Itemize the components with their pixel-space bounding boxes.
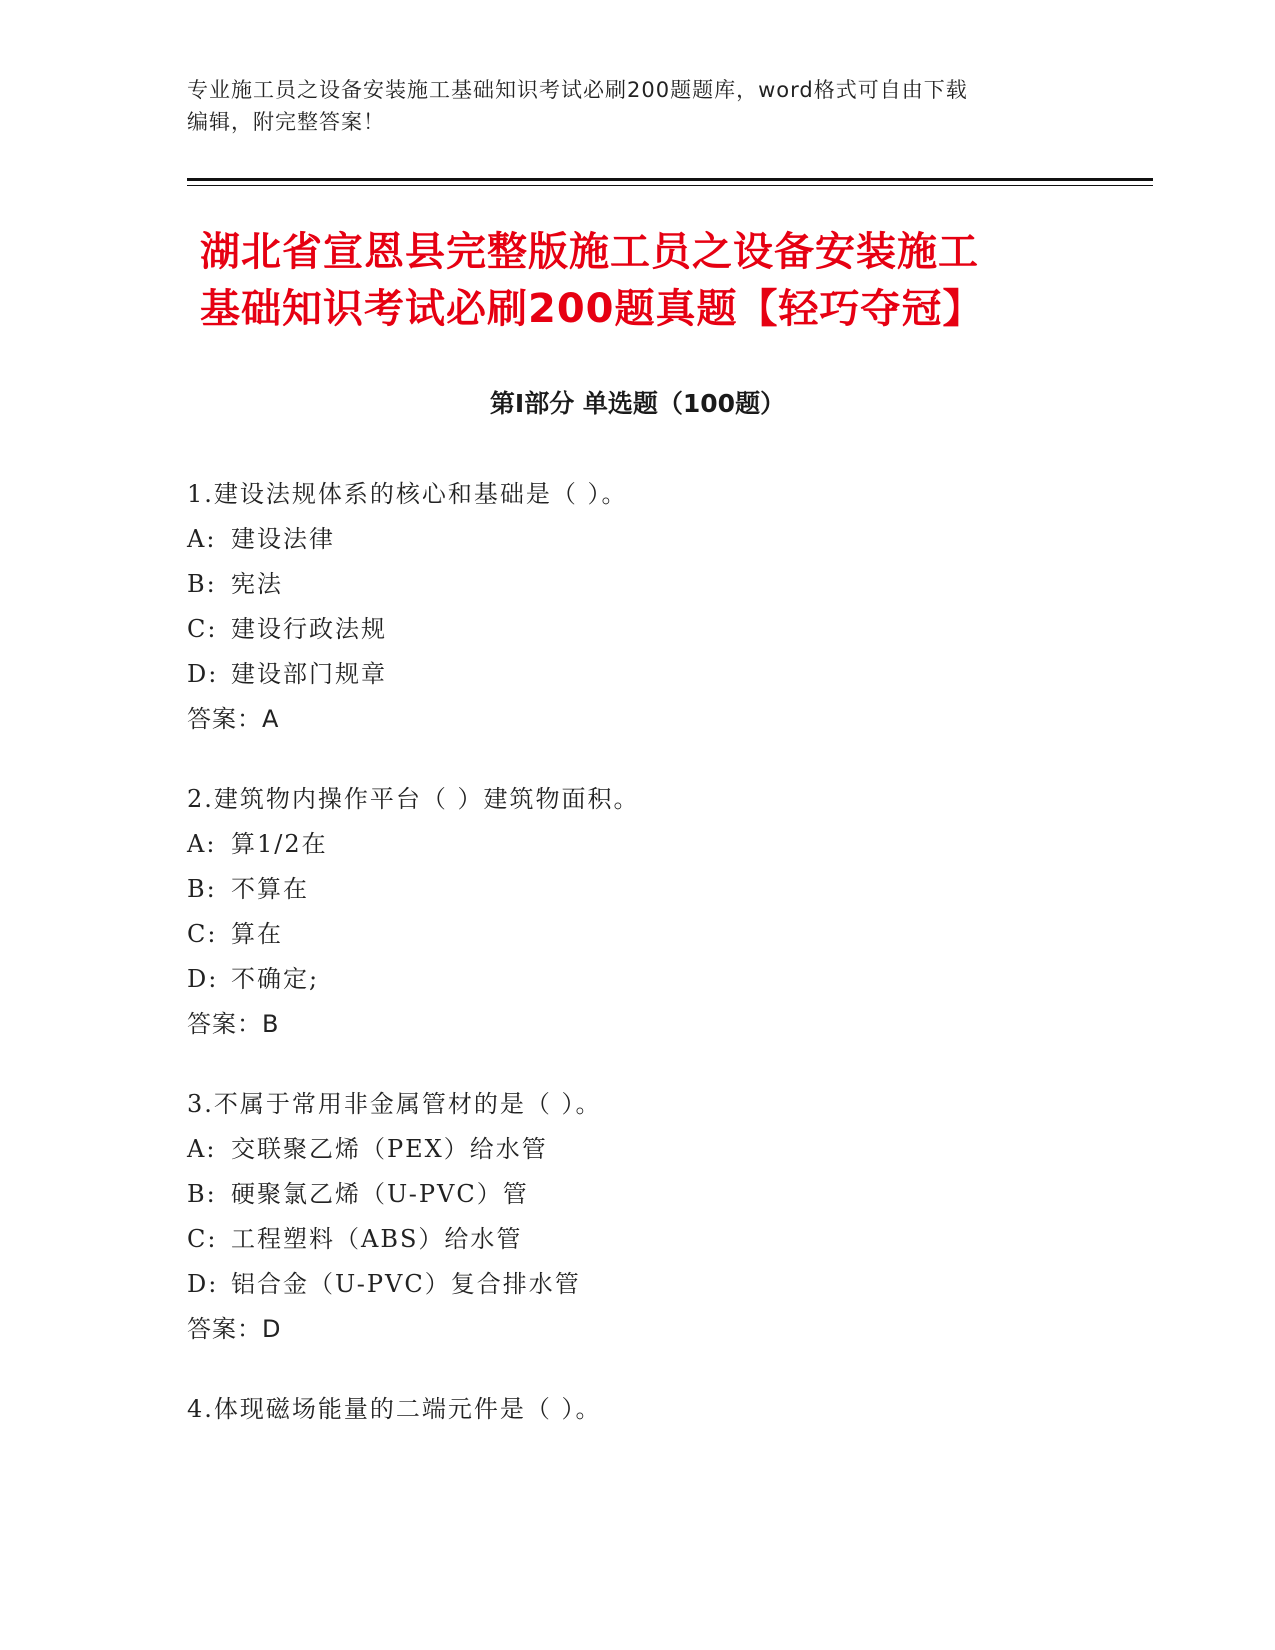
option-text: 建设部门规章	[231, 660, 387, 688]
header-note-line-1: 专业施工员之设备安装施工基础知识考试必刷200题题库，word格式可自由下载	[187, 78, 968, 102]
header-note-line-2: 编辑，附完整答案！	[187, 110, 385, 134]
header-divider-thin	[187, 185, 1153, 186]
option-text: 建设行政法规	[231, 615, 387, 643]
option-letter: D:	[187, 1270, 219, 1298]
option-text: 宪法	[231, 570, 283, 598]
answer-line: 答案：D	[187, 1315, 282, 1343]
question-text: 3.不属于常用非金属管材的是（ ）。	[187, 1090, 602, 1118]
option-letter: B:	[187, 570, 217, 598]
section-heading: 第Ⅰ部分 单选题（100题）	[489, 389, 786, 418]
option-b	[187, 867, 1167, 912]
option-letter: B:	[187, 875, 217, 903]
option-letter: A:	[187, 525, 217, 553]
option-a	[187, 517, 1167, 562]
option-c	[187, 912, 1167, 957]
option-letter: C:	[187, 1225, 218, 1253]
question-item	[187, 1387, 1167, 1432]
question-text: 1.建设法规体系的核心和基础是（ ）。	[187, 480, 628, 508]
option-text: 算在	[231, 920, 283, 948]
question-list	[187, 472, 1167, 1467]
question-item	[187, 1082, 1167, 1352]
answer-line: 答案：B	[187, 1010, 280, 1038]
option-b	[187, 1172, 1167, 1217]
option-a	[187, 1127, 1167, 1172]
question-text: 4.体现磁场能量的二端元件是（ ）。	[187, 1395, 602, 1423]
option-text: 硬聚氯乙烯（U-PVC）管	[231, 1180, 529, 1208]
document-title-line-2: 基础知识考试必刷200题真题【轻巧夺冠】	[200, 286, 984, 332]
option-a	[187, 822, 1167, 867]
option-d	[187, 957, 1167, 1002]
option-letter: A:	[187, 830, 217, 858]
option-c	[187, 1217, 1167, 1262]
option-b	[187, 562, 1167, 607]
option-text: 交联聚乙烯（PEX）给水管	[231, 1135, 548, 1163]
option-letter: C:	[187, 920, 218, 948]
answer-line: 答案：A	[187, 705, 280, 733]
header-divider-thick	[187, 178, 1153, 181]
option-text: 工程塑料（ABS）给水管	[231, 1225, 523, 1253]
document-title	[200, 224, 1100, 338]
question-item	[187, 472, 1167, 742]
option-letter: D:	[187, 965, 219, 993]
option-text: 建设法律	[231, 525, 335, 553]
option-text: 不算在	[231, 875, 309, 903]
option-d	[187, 652, 1167, 697]
document-title-line-1: 湖北省宣恩县完整版施工员之设备安装施工	[200, 229, 979, 275]
option-text: 算1/2在	[231, 830, 328, 858]
option-d	[187, 1262, 1167, 1307]
question-text: 2.建筑物内操作平台（ ）建筑物面积。	[187, 785, 640, 813]
option-letter: C:	[187, 615, 218, 643]
question-item	[187, 777, 1167, 1047]
option-letter: D:	[187, 660, 219, 688]
header-note	[187, 74, 1087, 138]
option-c	[187, 607, 1167, 652]
option-letter: B:	[187, 1180, 217, 1208]
option-text: 不确定;	[231, 965, 320, 993]
option-letter: A:	[187, 1135, 217, 1163]
option-text: 铝合金（U-PVC）复合排水管	[231, 1270, 581, 1298]
